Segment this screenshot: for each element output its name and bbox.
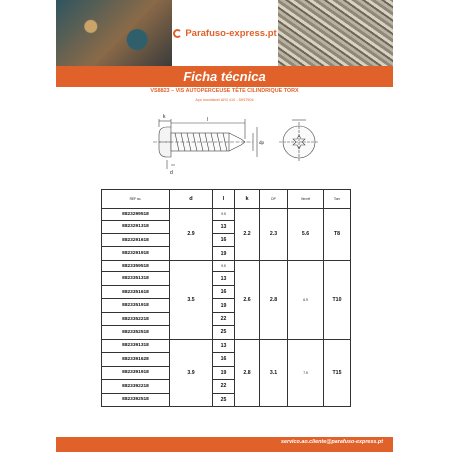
col-l: l [213,190,235,209]
length-cell: 25 [213,393,235,407]
ver-ref-cell: 5.6 [288,209,324,261]
length-cell: 9.5 [213,260,235,272]
support-email-link[interactable]: servico.ao.cliente@parafuso-express.pt [280,439,383,445]
tools-photo [56,0,172,66]
head-height-cell: 2.2 [235,209,260,261]
length-cell: 9.5 [213,209,235,221]
ref-number-cell: 8823352518 [102,326,170,339]
ref-number-cell: 8823291618 [102,233,170,246]
col-ver-ref: Ver.ref [288,190,324,209]
length-cell: 22 [213,380,235,393]
ref-number-cell: 8823391318 [102,339,170,352]
table-row [102,209,351,221]
ref-number-cell: 8823351618 [102,285,170,298]
page-title: Ficha técnica [183,69,266,84]
length-cell: 22 [213,312,235,325]
col-dp: DP [260,190,288,209]
dim-k-label: k [163,114,166,120]
length-cell: 16 [213,285,235,298]
dim-d-label: d [170,170,173,175]
table-header-row [102,190,351,209]
screws-photo [278,0,393,66]
product-subtitle: VS8823 – VIS AUTOPERCEUSE TÊTE CILINDRIQUE TORX [150,88,299,94]
ver-ref-cell: 7.5 [288,339,324,406]
ref-number-cell: 8823299518 [102,209,170,221]
drill-point-cell: 2.8 [260,260,288,339]
title-bar [56,66,393,87]
ref-number-cell: 8823391918 [102,366,170,379]
ref-number-cell: 8823392218 [102,380,170,393]
ref-number-cell: 8823351318 [102,272,170,285]
torx-size-cell: T10 [324,260,351,339]
table-row [102,260,351,272]
brand-logo-icon [173,29,182,38]
length-cell: 13 [213,220,235,233]
diameter-cell: 3.5 [170,260,213,339]
footer-bar [56,437,393,452]
length-cell: 19 [213,247,235,260]
drill-point-cell: 3.1 [260,339,288,406]
dim-dp-label: dp [259,140,265,145]
length-cell: 16 [213,233,235,246]
ref-number-cell: 8823391628 [102,353,170,366]
brand-name: Parafuso-express.pt [185,27,277,39]
ref-number-cell: 8823291918 [102,247,170,260]
ref-number-cell: 8823291318 [102,220,170,233]
screw-technical-drawing [145,113,335,175]
head-height-cell: 2.6 [235,260,260,339]
diameter-cell: 3.9 [170,339,213,406]
torx-size-cell: T8 [324,209,351,261]
col-torx: Torx [324,190,351,209]
col-ref: REF no. [102,190,170,209]
material-line: Aço inoxidável AISI 410 - DIN7504 [195,98,254,102]
brand-logo[interactable] [172,0,278,66]
length-cell: 19 [213,366,235,379]
torx-size-cell: T15 [324,339,351,406]
length-cell: 13 [213,272,235,285]
ref-number-cell: 8823392518 [102,393,170,407]
ver-ref-cell: 6.9 [288,260,324,339]
drill-point-cell: 2.3 [260,209,288,261]
header-banner [56,0,393,66]
diameter-cell: 2.9 [170,209,213,261]
ref-number-cell: 8823352218 [102,312,170,325]
col-d: d [170,190,213,209]
table-row [102,339,351,352]
length-cell: 19 [213,299,235,312]
length-cell: 13 [213,339,235,352]
col-k: k [235,190,260,209]
ref-number-cell: 8823351918 [102,299,170,312]
spec-table [101,189,351,407]
ref-number-cell: 8823359518 [102,260,170,272]
length-cell: 16 [213,353,235,366]
head-height-cell: 2.8 [235,339,260,406]
dim-l-label: l [207,117,209,123]
length-cell: 25 [213,326,235,339]
